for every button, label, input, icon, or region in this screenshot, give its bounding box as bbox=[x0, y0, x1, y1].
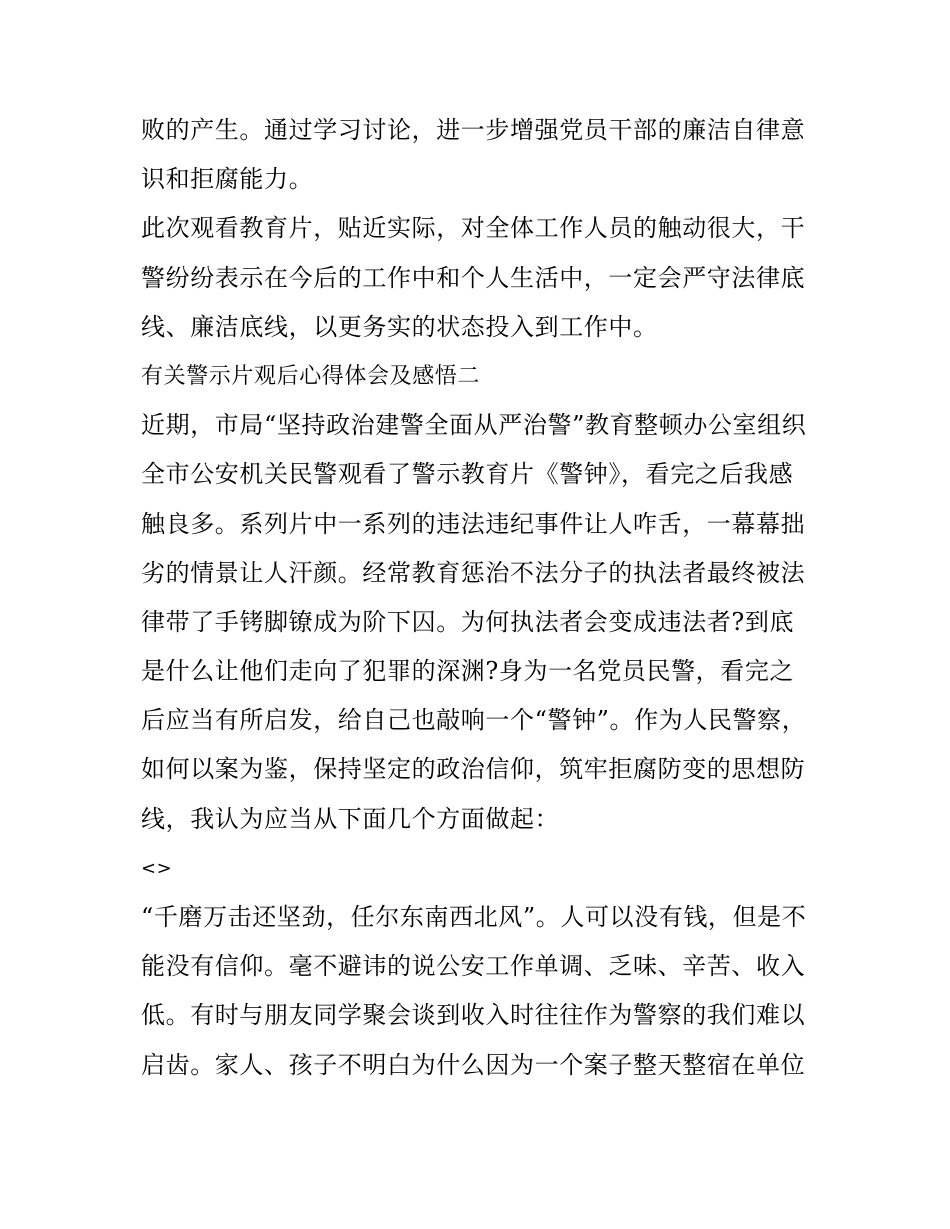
text-line: 全市公安机关民警观看了警示教育片《警钟》，看完之后我感 bbox=[141, 460, 794, 489]
text-line: 低。有时与朋友同学聚会谈到收入时往往作为警察的我们难以 bbox=[141, 1001, 806, 1030]
text-line: 启齿。家人、孩子不明白为什么因为一个案子整天整宿在单位 bbox=[141, 1050, 806, 1079]
text-line: 近期，市局“坚持政治建警全面从严治警”教育整顿办公室组织 bbox=[141, 411, 807, 440]
text-line: “千磨万击还坚劲，任尔东南西北风”。人可以没有钱，但是不 bbox=[141, 903, 807, 931]
text-line: 败的产生。通过学习讨论，进一步增强党员干部的廉洁自律意 bbox=[141, 116, 806, 144]
section-heading: 有关警示片观后心得体会及感悟二 bbox=[141, 363, 481, 389]
text-line: 线、廉洁底线，以更务实的状态投入到工作中。 bbox=[141, 312, 658, 341]
text-line: 警纷纷表示在今后的工作中和个人生活中，一定会严守法律底 bbox=[141, 263, 806, 292]
text-line: 律带了手铐脚镣成为阶下囚。为何执法者会变成违法者?到底 bbox=[141, 607, 795, 636]
text-line: 后应当有所启发，给自己也敲响一个“警钟”。作为人民警察， bbox=[141, 706, 807, 735]
document-body bbox=[141, 106, 813, 1090]
text-line: 是什么让他们走向了犯罪的深渊?身为一名党员民警，看完之 bbox=[141, 657, 795, 686]
text-line: 触良多。系列片中一系列的违法违纪事件让人咋舌，一幕幕拙 bbox=[141, 509, 806, 538]
text-line: 如何以案为鉴，保持坚定的政治信仰，筑牢拒腐防变的思想防 bbox=[141, 755, 806, 784]
placeholder-marker: <> bbox=[141, 857, 173, 879]
text-line: 线，我认为应当从下面几个方面做起： bbox=[141, 804, 560, 833]
text-line: 能没有信仰。毫不避讳的说公安工作单调、乏味、辛苦、收入 bbox=[141, 952, 806, 981]
text-line: 识和拒腐能力。 bbox=[141, 165, 314, 194]
text-line: 此次观看教育片，贴近实际，对全体工作人员的触动很大，干 bbox=[141, 214, 806, 243]
text-line: 劣的情景让人汗颜。经常教育惩治不法分子的执法者最终被法 bbox=[141, 558, 806, 587]
